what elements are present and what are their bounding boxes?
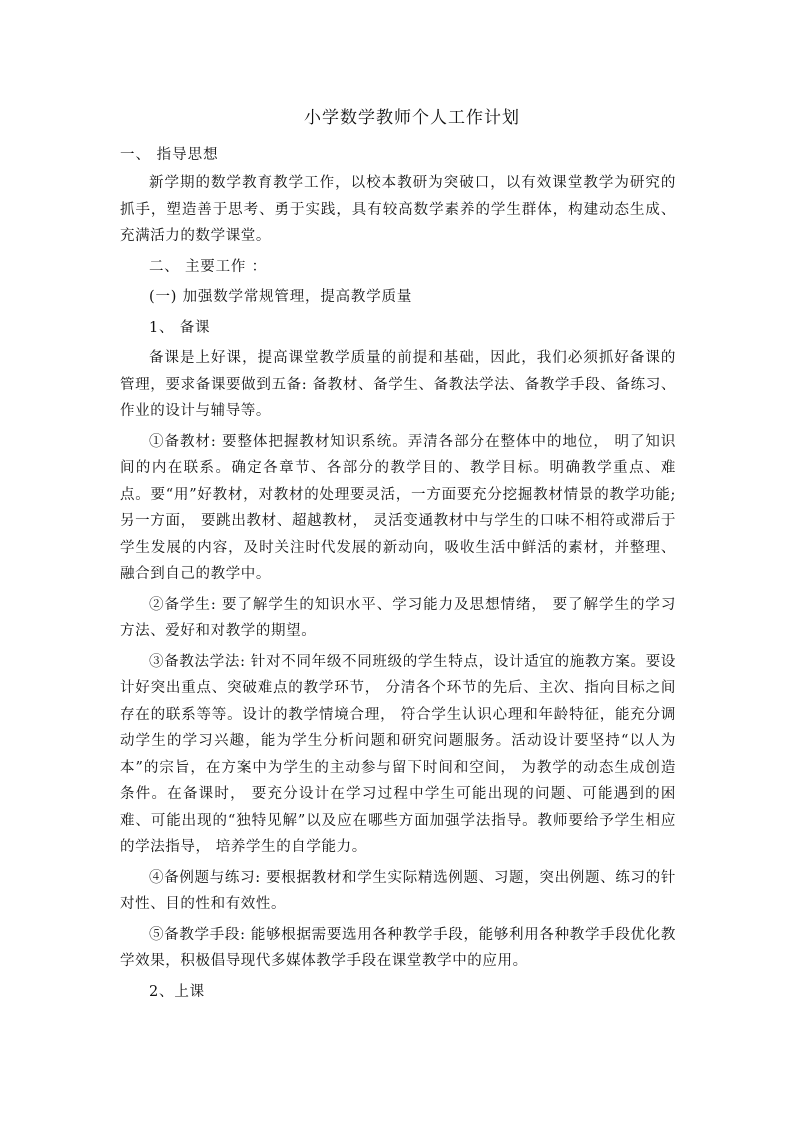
- item1-heading: 1、 备课: [149, 319, 211, 336]
- item2-heading: 2、上课: [149, 983, 205, 1000]
- point5-paragraph: ⑤备教学手段: 能够根据需要选用各种教学手段，能够利用各种教学手段优化教学效果，积极倡导现代多媒体教学手段在课堂教学中的应用。: [120, 926, 676, 969]
- point2-paragraph: ②备学生: 要了解学生的知识水平、学习能力及思想情绪， 要了解学生的学习方法、爱好和对教学的期望。: [120, 596, 676, 639]
- document-title: 小学数学教师个人工作计划: [304, 108, 520, 128]
- section2-heading: 二、 主要工作 ：: [149, 258, 267, 275]
- point4-paragraph: ④备例题与练习: 要根据教材和学生实际精选例题、习题，突出例题、练习的针对性、目的性和有效性。: [120, 869, 676, 912]
- subsection1-heading: (一) 加强数学常规管理，提高教学质量: [149, 289, 413, 305]
- section1-heading: 一、 指导思想: [120, 147, 219, 163]
- point1-paragraph: ①备教材: 要整体把握教材知识系统。弄清各部分在整体中的地位， 明了知识间的内在联系。确定各章节、各部分的教学目的、教学目标。明确教学重点、难点。要“用”好教材，对教材的处理要灵活，一方面要充分挖掘教材情景的教学功能;另一方面， 要跳出教材、超越教材， 灵活变通教材中与学生的口味不相符或滞后于学生发展的内容，及时关注时代发展的新动向，吸收生活中鲜活的素材，并整理、融合到自己的教学中。: [120, 433, 676, 582]
- point3-paragraph: ③备教法学法: 针对不同年级不同班级的学生特点，设计适宜的施教方案。要设计好突出重点、突破难点的教学环节， 分清各个环节的先后、主次、指向目标之间存在的联系等等。设计的教学情境合理， 符合学生认识心理和年龄特征，能充分调动学生的学习兴趣，能为学生分析问题和研究问题服务。活动设计要坚持“以人为本”的宗旨，在方案中为学生的主动参与留下时间和空间， 为教学的动态生成创造条件。在备课时， 要充分设计在学习过程中学生可能出现的问题、可能遇到的困难、可能出现的“独特见解”以及应在哪些方面加强学法指导。教师要给予学生相应的学法指导， 培养学生的自学能力。: [120, 653, 676, 855]
- section1-paragraph: 新学期的数学教育教学工作，以校本教研为突破口，以有效课堂教学为研究的抓手，塑造善于思考、勇于实践，具有较高数学素养的学生群体，构建动态生成、充满活力的数学课堂。: [120, 175, 676, 244]
- item1-paragraph: 备课是上好课，提高课堂教学质量的前提和基础，因此，我们必须抓好备课的管理，要求备课要做到五备: 备教材、备学生、备教法学法、备教学手段、备练习、作业的设计与辅导等。: [120, 350, 676, 419]
